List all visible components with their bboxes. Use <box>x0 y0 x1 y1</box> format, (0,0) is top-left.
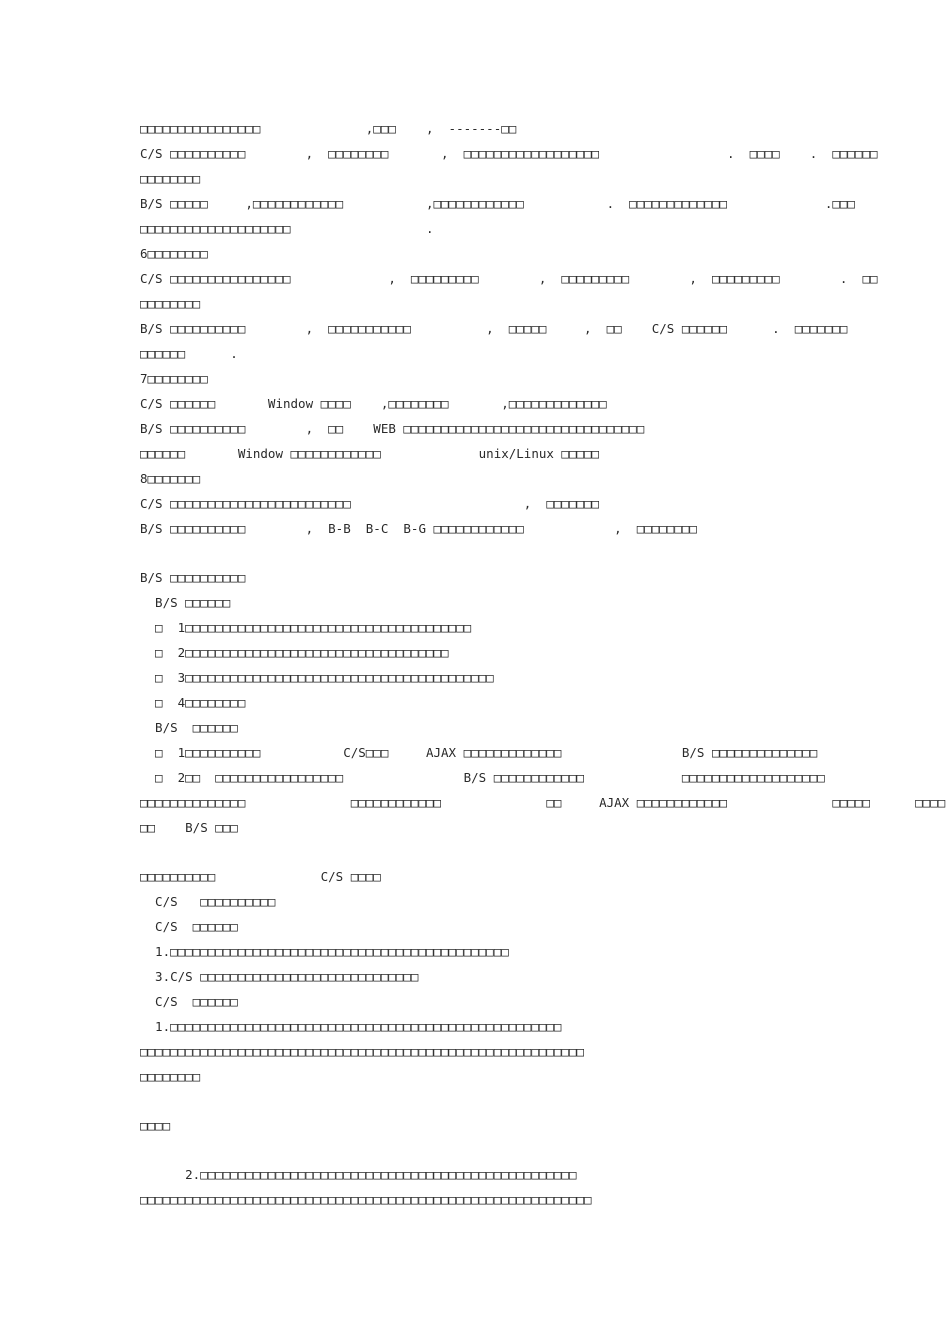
text-line-2: C/S □□□□□□□□□□ , □□□□□□□□ , □□□□□□□□□□□□□□□□□□ . □□□□ . □□□□□□ <box>140 146 878 161</box>
cs-cons-heading: C/S □□□□□□ <box>140 994 238 1009</box>
section-heading-8: 8□□□□□□□ <box>140 471 201 486</box>
bs-pro-4: □ 4□□□□□□□□ <box>140 695 246 710</box>
text-line-10: □□□□□□ . <box>140 346 238 361</box>
text-line-17: B/S □□□□□□□□□□ , B-B B-C B-G □□□□□□□□□□□□ , □□□□□□□□ <box>140 521 697 536</box>
cs-heading: C/S □□□□□□□□□□ <box>140 894 276 909</box>
text-line-1: □□□□□□□□□□□□□□□□ ,□□□ , -------□□ <box>140 121 517 136</box>
bs-con-2-end: □□ B/S □□□ <box>140 820 238 835</box>
bs-heading: B/S □□□□□□□□□□ <box>140 570 246 585</box>
text-line-14: □□□□□□ Window □□□□□□□□□□□□ unix/Linux □□□□□ <box>140 446 600 461</box>
bs-con-1: □ 1□□□□□□□□□□ C/S□□□ AJAX □□□□□□□□□□□□□ B/S □□□□□□□□□□□□□□ <box>140 745 818 760</box>
text-line-5: □□□□□□□□□□□□□□□□□□□□ . <box>140 221 434 236</box>
text-line-9: B/S □□□□□□□□□□ , □□□□□□□□□□□ , □□□□□ , □□ C/S □□□□□□ . □□□□□□□ <box>140 321 848 336</box>
text-line-4: B/S □□□□□ ,□□□□□□□□□□□□ ,□□□□□□□□□□□□ . □□□□□□□□□□□□□ .□□□ <box>140 196 855 211</box>
text-line-12: C/S □□□□□□ Window □□□□ ,□□□□□□□□ ,□□□□□□□□□□□□□ <box>140 396 607 411</box>
bs-con-2: □ 2□□ □□□□□□□□□□□□□□□□□ B/S □□□□□□□□□□□□ □□□□□□□□□□□□□□□□□□□ <box>140 770 825 785</box>
cs-intro: □□□□□□□□□□ C/S □□□□ <box>140 869 381 884</box>
cs-pro-1: 1.□□□□□□□□□□□□□□□□□□□□□□□□□□□□□□□□□□□□□□□□□□□□□ <box>140 944 509 959</box>
cs-pros-heading: C/S □□□□□□ <box>140 919 238 934</box>
cs-pro-3: 3.C/S □□□□□□□□□□□□□□□□□□□□□□□□□□□□□ <box>140 969 419 984</box>
note-line: □□□□ <box>140 1118 171 1133</box>
section-heading-6: 6□□□□□□□□ <box>140 246 208 261</box>
cs-con-1: 1.□□□□□□□□□□□□□□□□□□□□□□□□□□□□□□□□□□□□□□□□□□□□□□□□□□□□ <box>140 1019 562 1034</box>
text-line-3: □□□□□□□□ <box>140 171 201 186</box>
text-line-8: □□□□□□□□ <box>140 296 201 311</box>
cs-con-2: 2.□□□□□□□□□□□□□□□□□□□□□□□□□□□□□□□□□□□□□□□□□□□□□□□□□□ <box>140 1167 577 1182</box>
section-heading-7: 7□□□□□□□□ <box>140 371 208 386</box>
bs-pros-heading: B/S □□□□□□ <box>140 595 231 610</box>
text-line-7: C/S □□□□□□□□□□□□□□□□ , □□□□□□□□□ , □□□□□□□□□ , □□□□□□□□□ . □□ <box>140 271 878 286</box>
bs-con-2-cont: □□□□□□□□□□□□□□ □□□□□□□□□□□□ □□ AJAX □□□□□□□□□□□□ □□□□□ □□□□ <box>140 795 946 810</box>
text-line-13: B/S □□□□□□□□□□ , □□ WEB □□□□□□□□□□□□□□□□□□□□□□□□□□□□□□□□ <box>140 421 645 436</box>
cs-con-1-cont: □□□□□□□□□□□□□□□□□□□□□□□□□□□□□□□□□□□□□□□□□□□□□□□□□□□□□□□□□□□ <box>140 1044 585 1059</box>
cs-con-2-cont: □□□□□□□□□□□□□□□□□□□□□□□□□□□□□□□□□□□□□□□□□□□□□□□□□□□□□□□□□□□□ <box>140 1192 592 1207</box>
bs-pro-1: □ 1□□□□□□□□□□□□□□□□□□□□□□□□□□□□□□□□□□□□□□ <box>140 620 472 635</box>
text-line-16: C/S □□□□□□□□□□□□□□□□□□□□□□□□ , □□□□□□□ <box>140 496 600 511</box>
bs-pro-3: □ 3□□□□□□□□□□□□□□□□□□□□□□□□□□□□□□□□□□□□□□□□□ <box>140 670 494 685</box>
bs-cons-heading: B/S □□□□□□ <box>140 720 238 735</box>
bs-pro-2: □ 2□□□□□□□□□□□□□□□□□□□□□□□□□□□□□□□□□□□ <box>140 645 449 660</box>
cs-con-1-end: □□□□□□□□ <box>140 1069 201 1084</box>
